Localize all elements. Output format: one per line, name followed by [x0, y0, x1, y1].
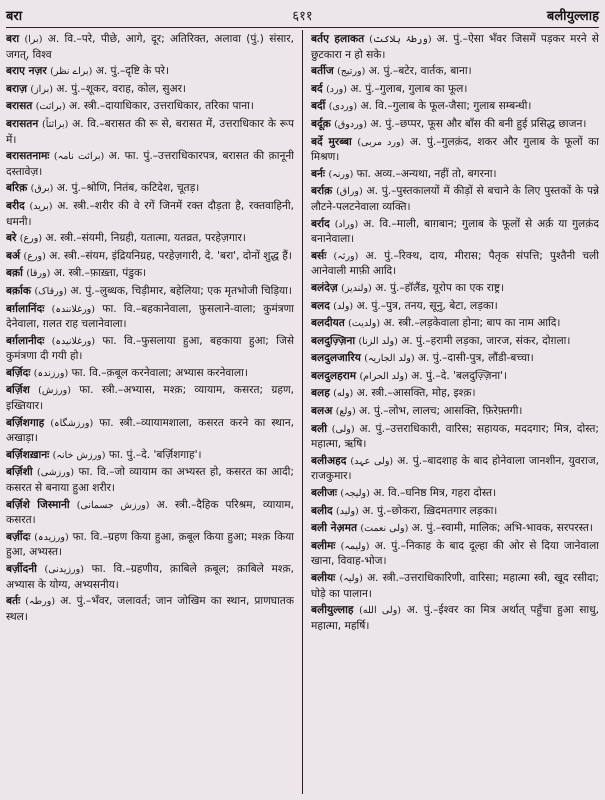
entry-definition: अ. पुं.–लुब्धक, चिड़ीमार, बहेलिया; एक मृतभोजी चिड़िया। [67, 284, 292, 297]
entry-urdu-spelling: (وراق) [336, 186, 363, 198]
dictionary-entry [311, 454, 599, 484]
entry-definition: अ. पुं.–ईश्वर का मित्र अर्थात् पहुँचा हुआ साधु, महात्मा, महर्षि। [311, 604, 599, 632]
dictionary-entry [6, 149, 294, 179]
entry-headword: बरिक़ [6, 182, 28, 195]
entry-headword: बली [311, 422, 327, 435]
entry-definition: अ. वि.–परे, पीछे, आगे, दूर; अतिरिक्त, अलावा (पुं.) संसार, जगत्, विश्व [6, 33, 294, 61]
entry-headword: बरासतन [6, 117, 39, 130]
entry-headword: बरासत [6, 100, 33, 113]
dictionary-entry [6, 231, 294, 247]
left-column [6, 32, 294, 794]
entry-urdu-spelling: (ورد) [326, 83, 347, 95]
entry-definition: अ. वि.–माली, बाग़बान; गुलाब के फूलों से अर्क़ या गुलक़ंद बनानेवाला। [311, 217, 599, 246]
entry-urdu-spelling: (ولیجہ) [340, 488, 370, 500]
dictionary-entry [6, 366, 294, 382]
entry-headword: बलह [311, 387, 330, 400]
entry-definition: फा. स्त्री.–व्यायामशाला, कसरत करने का स्थान, अखाड़ा। [6, 416, 294, 445]
dictionary-entry [311, 539, 599, 569]
entry-definition: अ. पुं.–श्रोणि, नितंब, कटिदेश, चूतड़। [53, 182, 200, 195]
entry-definition: अ. पुं.–लोभ, लालच; आसक्ति, फ़िरेफ़्तगी। [355, 405, 523, 418]
dictionary-entry [6, 82, 294, 98]
dictionary-entry [311, 603, 599, 633]
entry-headword: बर्राद [311, 217, 330, 230]
entry-definition: फा. वि.–ग्रहणीय, क़ाबिले क़बूल; क़ाबिले मश्क़, अभ्यास के योग्य, अभ्यसनीय। [6, 563, 294, 591]
entry-headword: बलीयः [311, 572, 336, 584]
entry-definition: अ. स्त्री.–फ़ाख़्ता, पंडुक। [50, 267, 147, 280]
entry-urdu-spelling: (ورع) [19, 233, 43, 245]
dictionary-entry [6, 117, 294, 147]
dictionary-entry [311, 167, 599, 183]
dictionary-entry [6, 199, 294, 229]
entry-urdu-spelling: (ولد) [333, 300, 354, 312]
entry-urdu-spelling: (ورقا) [26, 268, 51, 280]
entry-urdu-spelling: (ورقاک) [34, 285, 68, 297]
entry-headword: बर्अ [6, 249, 21, 262]
dictionary-entry [311, 184, 599, 214]
entry-definition: अ. पुं.–हॉलैंड, यूरोप का एक राष्ट्र। [371, 281, 505, 294]
entry-definition: अ. पुं.–दे. 'बलदुज़्ज़िना'। [407, 369, 508, 382]
entry-headword: बरीद [6, 199, 25, 212]
right-column [311, 32, 599, 794]
entry-headword: बलअ [311, 405, 333, 418]
dictionary-entry [6, 181, 294, 197]
entry-headword: बर्ज़िशगाह [6, 416, 45, 429]
entry-definition: अ. वि.–गुलाब के फूल-जैसा; गुलाब सम्बन्धी। [357, 100, 532, 113]
entry-urdu-spelling: (ولی) [331, 423, 355, 435]
entry-urdu-spelling: (ورزشگاہ) [50, 417, 94, 429]
entry-headword: बर्ज़ीदनी [6, 563, 37, 575]
entry-definition: अ. फा. पुं.–उत्तराधिकारपत्र, बरासत की क़ानूनी दस्तावेज़। [6, 150, 294, 178]
entry-headword: बर्दी [311, 100, 326, 113]
entry-headword: बलीअहद [311, 454, 347, 467]
dictionary-entry [311, 249, 599, 279]
entry-headword: बर्दे मुरब्बा [311, 135, 352, 148]
entry-headword: बलदीयत [311, 317, 345, 330]
dictionary-entry [311, 32, 599, 62]
dictionary-entry [311, 404, 599, 420]
dictionary-entry [311, 99, 599, 115]
entry-headword: बलीजः [311, 487, 337, 500]
entry-definition: फा. वि.–बहकानेवाला, फ़ुसलाने-वाला; कुमंत्रणा देनेवाला, ग़लत राह चलानेवाला। [6, 302, 294, 331]
dictionary-entry [311, 299, 599, 315]
entry-headword: बर्तः [6, 595, 21, 608]
entry-definition: अ. वि.–बरासत की रू से, बरासत में, उत्तराधिकार के रूप में। [6, 117, 294, 146]
entry-urdu-spelling: (وردوق) [334, 118, 367, 130]
entry-urdu-spelling: (ورزش جسمانی) [76, 499, 150, 511]
entry-headword: बराए नज़र [6, 65, 47, 78]
entry-definition: अ. पुं.–छोकरा, ख़िदमतगार लड़का। [358, 504, 498, 517]
entry-urdu-spelling: (ورثہ) [333, 250, 359, 262]
entry-urdu-spelling: (ولد الزنا) [358, 335, 398, 347]
dictionary-entry [311, 486, 599, 502]
entry-urdu-spelling: (ولیمہ) [340, 540, 370, 552]
entry-definition: अ. पुं.–भँवर, जलावर्त; जान जोखिम का स्थान, प्राणघातक स्थल। [6, 595, 294, 623]
entry-urdu-spelling: (براے نظر) [50, 66, 93, 78]
entry-definition: अ. पुं.–ऐसा भँवर जिसमें पड़कर मरने से छुटकारा न हो सके। [311, 33, 599, 61]
entry-headword: बलदुलहराम [311, 369, 357, 382]
entry-headword: बलद [311, 299, 330, 312]
entry-urdu-spelling: (ولد الحرام) [359, 370, 408, 382]
entry-urdu-spelling: (ولع) [335, 406, 356, 418]
entry-urdu-spelling: (ورد مربی) [357, 136, 405, 148]
entry-urdu-spelling: (براثتاً) [42, 118, 69, 130]
dictionary-entry [6, 530, 294, 560]
header-last-word: बलीयुल्लाह [546, 9, 599, 24]
dictionary-entry [6, 99, 294, 115]
entry-urdu-spelling: (ولندیز) [341, 282, 372, 294]
dictionary-entry [311, 82, 599, 98]
entry-headword: बलदुज़्ज़िना [311, 334, 356, 347]
entry-urdu-spelling: (ولدیت) [348, 318, 381, 330]
dictionary-entry [6, 416, 294, 446]
entry-headword: बर्ज़िशे जिस्मानी [6, 498, 70, 511]
entry-headword: बरा [6, 33, 20, 45]
entry-headword: बर्ज़िशख़ानः [6, 448, 50, 461]
dictionary-entry [6, 32, 294, 62]
dictionary-entry [6, 465, 294, 495]
entry-urdu-spelling: (ورطہ) [25, 596, 56, 608]
header-rule [6, 27, 599, 28]
page-number: ६११ [292, 9, 313, 24]
entry-headword: बरासतनामः [6, 150, 50, 163]
entry-definition: अ. पुं.–पुस्तकालयों में कीड़ों से बचाने के लिए पुस्तकों के पन्ने लौटने-पलटनेवाला व्यक्ति। [311, 185, 599, 213]
entry-headword: बर्तीज [311, 65, 334, 78]
entry-definition: फा. वि.–ग्रहण किया हुआ, क़बूल किया हुआ; मश्क़ किया हुआ, अभ्यस्त। [6, 530, 294, 559]
entry-headword: बर्सः [311, 249, 327, 262]
entry-definition: अ. पुं.–दासी-पुत्र, लौंडी-बच्चा। [414, 352, 534, 365]
entry-urdu-spelling: (برق) [30, 183, 54, 195]
entry-definition: अ. पुं.–गुलाब, गुलाब का फूल। [346, 82, 468, 95]
entry-definition: अ. पुं.–बटेर, वार्तक, बाना। [365, 65, 472, 78]
dictionary-entry [311, 316, 599, 332]
entry-headword: बर्नः [311, 167, 326, 180]
entry-definition: अ. पुं.–शूकर, वराह, कोल, सुअर। [52, 82, 186, 95]
entry-urdu-spelling: (ولی نعمت) [360, 523, 409, 535]
dictionary-entry [311, 135, 599, 165]
entry-urdu-spelling: (ورطۂ ہلاکت) [369, 34, 432, 45]
dictionary-entry [311, 117, 599, 133]
header-first-word: बरा [6, 9, 23, 24]
entry-headword: बर्ज़िशी [6, 466, 33, 479]
dictionary-entry [6, 383, 294, 413]
entry-definition: फा. वि.–फुसलाया हुआ, बहकाया हुआ; जिसे कुमंत्रणा दी गयी हो। [6, 334, 294, 363]
entry-definition: अ. स्त्री.–लड़केवाला होना; बाप का नाम आदि। [380, 317, 561, 330]
entry-definition: अ. पुं.–छप्पर, फूस और बाँस की बनी हुई प्रसिद्ध छाजन। [367, 117, 587, 130]
entry-urdu-spelling: (ورع) [23, 250, 46, 262]
entry-headword: बलंदेज़ [311, 281, 338, 294]
dictionary-entry [6, 562, 294, 592]
entry-headword: बर्ज़ीदः [6, 530, 31, 543]
entry-definition: अ. स्त्री.–दायाधिकार, उत्तराधिकार, तरिका पाना। [65, 100, 254, 113]
dictionary-entry [311, 351, 599, 367]
entry-urdu-spelling: (ورغلانندہ) [51, 303, 95, 315]
entry-definition: अ. पुं.–निकाह के बाद दूल्हा की ओर से दिया जानेवाला खाना, विवाह-भोज। [311, 539, 599, 568]
dictionary-entry [311, 571, 599, 601]
dictionary-entry [311, 386, 599, 402]
entry-urdu-spelling: (ولی الله) [359, 605, 401, 617]
dictionary-entry [311, 64, 599, 80]
entry-urdu-spelling: (برید) [29, 200, 53, 212]
entry-definition: फा. स्त्री.–अभ्यास, मश्क़; व्यायाम, कसरत; ग्रहण, इख्तियार। [6, 384, 294, 413]
dictionary-entry [6, 594, 294, 624]
entry-urdu-spelling: (ولیہ) [339, 573, 363, 584]
entry-definition: अ. पुं.–हरामी लड़का, जारज, संकर, दोग़ला। [397, 334, 571, 347]
dictionary-entry [311, 281, 599, 297]
entry-urdu-spelling: (ورغلانیدہ) [51, 335, 96, 347]
dictionary-entry [311, 369, 599, 385]
entry-definition: फा. वि.–क़बूल करनेवाला; अभ्यास करनेवाला। [68, 366, 248, 379]
entry-definition: अ. पुं.–स्वामी, मालिक; अभि-भावक, सरपरस्त। [408, 522, 593, 535]
entry-headword: बलीद [311, 504, 333, 517]
entry-urdu-spelling: (ورزشی) [36, 467, 75, 479]
entry-urdu-spelling: (ورزش) [38, 385, 71, 397]
entry-definition: फा. वि.–जो व्यायाम का अभ्यस्त हो, कसरत का आदी; कसरत से बनाया हुआ शरीर। [6, 466, 294, 495]
entry-definition: अ. पुं.–दृष्टि के परे। [92, 65, 170, 78]
entry-urdu-spelling: (ورزیدہ) [34, 531, 69, 543]
page-header [6, 4, 599, 28]
entry-definition: अ. पुं.–रिक्थ, दाय, मीरास; पैतृक संपत्ति; पुश्तैनी चली आनेवाली माफ़ी आदि। [311, 249, 599, 278]
entry-urdu-spelling: (وله) [333, 388, 354, 400]
dictionary-entry [311, 422, 599, 452]
dictionary-entry [6, 302, 294, 332]
entry-headword: बर्द [311, 82, 323, 95]
entry-definition: अ. स्त्री.–आसक्ति, मोह, इश्क़। [353, 387, 476, 400]
entry-headword: बर्ज़िदः [6, 366, 31, 379]
entry-headword: बर्क़ाक [6, 284, 32, 297]
dictionary-entry [6, 284, 294, 300]
dictionary-entry [6, 64, 294, 80]
entry-definition: अ. स्त्री.–उत्तराधिकारिणी, वारिसा; महात्मा स्त्री, खूद रसीदा; घोड़े का पालान। [311, 572, 599, 600]
entry-headword: बर्ग़लानीदः [6, 334, 45, 347]
entry-urdu-spelling: (برا) [24, 34, 43, 45]
entry-headword: बली नेअ़मत [311, 522, 358, 535]
entry-urdu-spelling: (وراد) [334, 218, 359, 230]
entry-urdu-spelling: (ورتیج) [337, 66, 366, 78]
entry-urdu-spelling: (ولد الجاریہ) [364, 353, 415, 365]
dictionary-entry [311, 521, 599, 537]
entry-urdu-spelling: (ولید) [335, 505, 359, 517]
dictionary-entry [311, 217, 599, 247]
entry-urdu-spelling: (وردی) [328, 101, 358, 113]
entry-urdu-spelling: (براز) [30, 83, 53, 95]
dictionary-entry [6, 448, 294, 464]
dictionary-entry [6, 249, 294, 265]
dictionary-entry [6, 334, 294, 364]
entry-definition: अ. पुं.–बादशाह के बाद होनेवाला जानशीन, युवराज, राजकुमार। [311, 454, 599, 483]
entry-headword: बलीमः [311, 539, 336, 552]
dictionary-entry [6, 498, 294, 528]
entry-headword: बर्दूक़ [311, 117, 331, 130]
entry-definition: अ. स्त्री.–शरीर की वे रगें जिनमें रक्त दौड़ता है, रक्तवाहिनी, धमनी। [6, 199, 294, 228]
entry-headword: बर्तए हलाकत [311, 33, 365, 45]
entry-headword: बलदुलजारिय [311, 352, 361, 365]
entry-urdu-spelling: (ورنہ) [328, 168, 354, 180]
dictionary-entry [311, 504, 599, 520]
entry-urdu-spelling: (براثت نامہ) [53, 151, 105, 163]
entry-urdu-spelling: (براثت) [35, 101, 66, 113]
entry-definition: अ. स्त्री.–संयम, इंद्रियनिग्रह, परहेज़गारी, दे. 'बरा', दोनों शुद्ध हैं। [45, 249, 292, 262]
entry-definition: फा. अव्य.–अन्यथा, नहीं तो, बगरना। [353, 167, 497, 180]
entry-definition: अ. स्त्री.–दैहिक परिश्रम, व्यायाम, कसरत। [6, 498, 294, 527]
entry-urdu-spelling: (ولی عہد) [350, 455, 394, 467]
dictionary-entry [6, 266, 294, 282]
entry-urdu-spelling: (ورزیدنی) [44, 564, 84, 575]
entry-headword: बर्क़ा [6, 267, 23, 280]
dictionary-entry [311, 334, 599, 350]
entry-headword: बराज़ [6, 82, 27, 95]
entry-headword: बरे [6, 232, 17, 245]
entry-definition: अ. पुं.–उत्तराधिकारी, वारिस; सहायक, मददगार; मित्र, दोस्त; महात्मा, ऋषि। [311, 422, 599, 451]
entry-definition: अ. स्त्री.–संयमी, निग्रही, यतात्मा, यतव्रत, परहेज़गार। [42, 232, 246, 245]
entry-definition: अ. वि.–घनिष्ठ मित्र, गहरा दोस्त। [369, 487, 497, 500]
entry-headword: बर्ज़िश [6, 384, 30, 397]
entry-headword: बर्ग़लानिंदः [6, 302, 45, 315]
entry-headword: बर्राक़ [311, 185, 333, 198]
entry-definition: अ. पुं.–गुलक़ंद, शकर और गुलाब के फूलों का मिश्रण। [311, 135, 599, 164]
entry-definition: फा. पुं.–दे. 'बर्ज़िशगाह'। [105, 448, 202, 461]
column-divider [302, 30, 303, 794]
entry-urdu-spelling: (ورزندہ) [33, 367, 69, 379]
entry-urdu-spelling: (ورزش خانہ) [52, 449, 106, 461]
entry-headword: बलीयुल्लाह [311, 604, 354, 617]
entry-definition: अ. पुं.–पुत्र, तनय, सूनु, बेटा, लड़का। [353, 299, 498, 312]
